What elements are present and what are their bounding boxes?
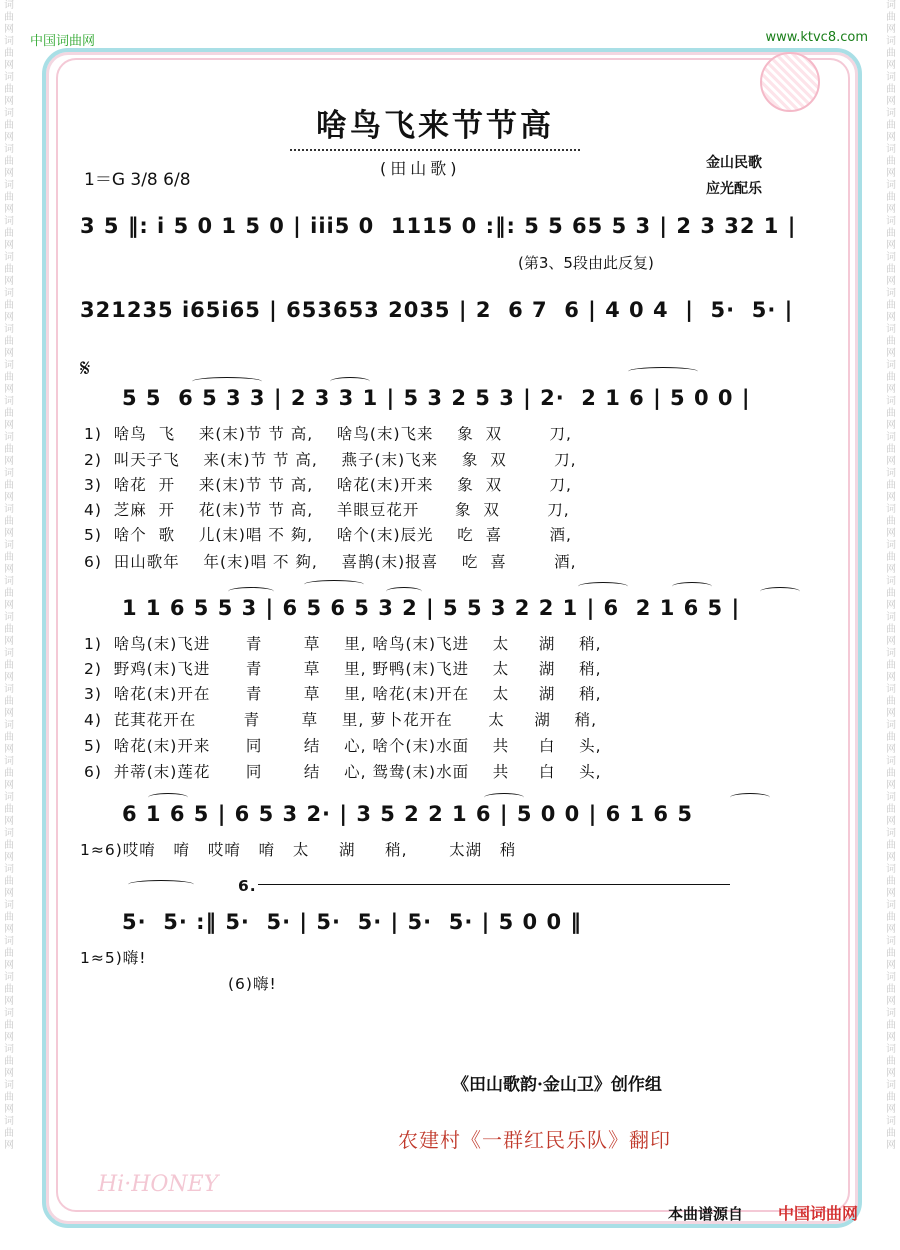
lyric-line: 2) 野鸡(末)飞进 青 草 里, 野鸭(末)飞进 太 湖 稍, xyxy=(84,660,602,678)
music-line-intro-1: 3 5 ‖: i 5 0 1 5 0 | iii5 0 1115 0 :‖: 5 5 65 5 3 | 2 3 32 1 | xyxy=(80,214,797,238)
repeat-note: (第3、5段由此反复) xyxy=(518,254,654,272)
slur-mark xyxy=(386,587,422,596)
origin-label: 金山民歌 xyxy=(706,155,762,171)
music-line-intro-2: 321235 i65i65 | 653653 2035 | 2 6 7 6 | 4 0 4 | 5· 5· | xyxy=(80,298,794,322)
print-credit: 农建村《一群红民乐队》翻印 xyxy=(398,1128,671,1152)
lyric-line: 6) 田山歌年 年(末)唱 不 夠, 喜鹊(末)报喜 吃 喜 酒, xyxy=(84,553,577,571)
slur-mark xyxy=(578,582,628,591)
music-line-final: 5· 5· :‖ 5· 5· | 5· 5· | 5· 5· | 5 0 0 ‖ xyxy=(122,910,582,934)
slur-mark xyxy=(628,367,698,376)
lyric-line: 4) 芝麻 开 花(末)节 节 高, 羊眼豆花开 象 双 刀, xyxy=(84,501,570,519)
lyric-line: 2) 叫天子飞 来(末)节 节 高, 燕子(末)飞来 象 双 刀, xyxy=(84,451,577,469)
tie-mark xyxy=(128,880,194,889)
lyric-line: 4) 芘萁花开在 青 草 里, 萝卜花开在 太 湖 稍, xyxy=(84,711,598,729)
site-name-header: 中国词曲网 xyxy=(30,34,96,49)
slur-mark xyxy=(304,580,364,589)
source-site: 中国词曲网 xyxy=(778,1204,859,1223)
source-label: 本曲谱源自 xyxy=(668,1205,744,1223)
slur-mark xyxy=(330,377,370,386)
arranger-label: 应光配乐 xyxy=(706,181,762,197)
segno-icon: 𝄋 xyxy=(80,354,91,382)
key-signature: 1＝G 3/8 6/8 xyxy=(84,170,191,190)
music-line-coda: 6 1 6 5 | 6 5 3 2· | 3 5 2 2 1 6 | 5 0 0 | 6 1 6 5 xyxy=(122,802,693,826)
lyric-line: 1) 啥鸟(末)飞进 青 草 里, 啥鸟(末)飞进 太 湖 稍, xyxy=(84,635,602,653)
brand-logo: Hi·HONEY xyxy=(98,1172,219,1197)
lyric-line: 1≈6)哎唷 唷 哎唷 唷 太 湖 稍, 太湖 稍 xyxy=(80,841,517,859)
song-subtitle: (田山歌) xyxy=(380,159,461,178)
lyric-line: 3) 啥花(末)开在 青 草 里, 啥花(末)开在 太 湖 稍, xyxy=(84,685,602,703)
slur-mark xyxy=(192,377,262,386)
volta-bracket xyxy=(258,884,730,885)
site-url-header: www.ktvc8.com xyxy=(765,30,868,45)
creation-group: 《田山歌韵·金山卫》创作组 xyxy=(452,1075,662,1095)
slur-mark xyxy=(672,582,712,591)
side-watermark-right: 词曲网词曲网词曲网词曲网词曲网词曲网词曲网词曲网词曲网词曲网词曲网词曲网词曲网词曲网词曲网词曲网词曲网词曲网词曲网词曲网词曲网词曲网词曲网词曲网词曲网词曲网词曲网词曲网词曲网词曲网词曲网词曲网 xyxy=(886,0,896,1151)
lyric-line: 1≈5)嗨! xyxy=(80,949,147,967)
lyric-line: 6) 并蒂(末)莲花 同 结 心, 鸳鸯(末)水面 共 白 头, xyxy=(84,763,602,781)
slur-mark xyxy=(228,587,274,596)
volta-label: 6. xyxy=(238,877,257,895)
lyric-line: 3) 啥花 开 来(末)节 节 高, 啥花(末)开来 象 双 刀, xyxy=(84,476,572,494)
music-line-verse-1: 5 5 6 5 3 3 | 2 3 3 1 | 5 3 2 5 3 | 2· 2 1 6 | 5 0 0 | xyxy=(122,386,751,410)
slur-mark xyxy=(730,793,770,802)
music-line-verse-2: 1 1 6 5 5 3 | 6 5 6 5 3 2 | 5 5 3 2 2 1 | 6 2 1 6 5 | xyxy=(122,596,741,620)
song-title: 啥鸟飞来节节高 xyxy=(290,100,580,151)
yarn-ball-icon xyxy=(760,52,820,112)
lyric-line: 5) 啥花(末)开来 同 结 心, 啥个(末)水面 共 白 头, xyxy=(84,737,602,755)
slur-mark xyxy=(484,793,524,802)
lyric-line: 5) 啥个 歌 儿(末)唱 不 夠, 啥个(末)辰光 吃 喜 酒, xyxy=(84,526,572,544)
side-watermark-left: 词曲网词曲网词曲网词曲网词曲网词曲网词曲网词曲网词曲网词曲网词曲网词曲网词曲网词曲网词曲网词曲网词曲网词曲网词曲网词曲网词曲网词曲网词曲网词曲网词曲网词曲网词曲网词曲网词曲网词曲网词曲网词曲网 xyxy=(4,0,14,1151)
slur-mark xyxy=(760,587,800,596)
lyric-line: (6)嗨! xyxy=(228,975,277,993)
slur-mark xyxy=(148,793,188,802)
lyric-line: 1) 啥鸟 飞 来(末)节 节 高, 啥鸟(末)飞来 象 双 刀, xyxy=(84,425,572,443)
song-origin xyxy=(706,150,762,202)
